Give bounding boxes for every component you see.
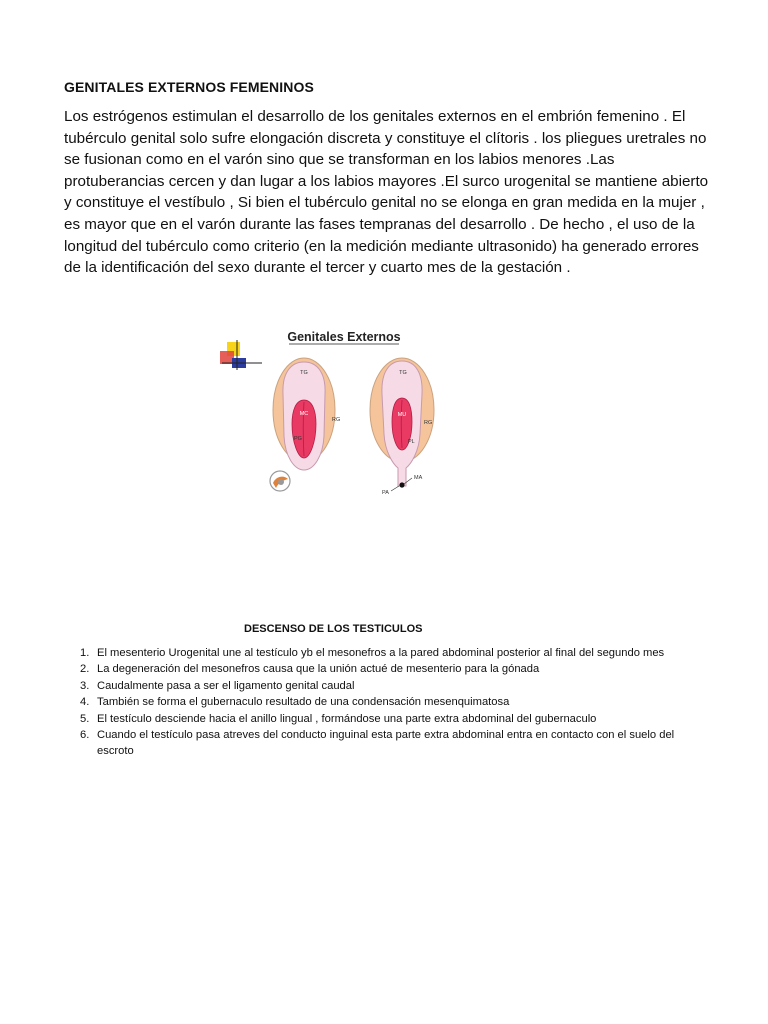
left-label-mc: MC [299,411,309,417]
slide-decoration-icon [220,340,262,370]
list-item-text: Caudalmente pasa a ser el ligamento genital caudal [97,679,355,692]
genital-diagram-figure [218,318,468,502]
right-label-tg: TG [399,370,407,376]
section-title-descenso: DESCENSO DE LOS TESTICULOS [244,623,423,635]
left-label-rg: RG [332,417,341,423]
list-item-number: 1. [80,647,90,659]
list-item-number: 6. [80,729,90,742]
right-label-ma: MA [414,475,423,481]
list-item-text: También se forma el gubernaculo resultado de una condensación mesenquimatosa [97,696,510,709]
right-label-pa: PA [382,490,389,496]
right-label-mu: MU [397,412,407,418]
descenso-list [80,645,700,760]
list-item-number: 2. [80,663,90,676]
list-item-number: 3. [80,679,90,692]
list-item-text: El mesenterio Urogenital une al testículo yb el mesonefros a la pared abdominal posterior al final del segundo mes [97,647,665,659]
left-label-tg: TG [300,370,308,376]
right-label-pl: PL [408,439,415,445]
list-item [80,645,700,661]
list-item-number: 4. [80,696,90,709]
right-label-rg: RG [424,420,433,426]
figure-title: Genitales Externos [287,330,401,344]
list-item [80,694,700,710]
list-item [80,711,700,727]
list-item [80,678,700,694]
list-item [80,727,700,760]
left-label-pg: PG [294,436,302,442]
right-genital-diagram [370,358,434,496]
list-item-number: 5. [80,712,90,725]
anal-membrane-dot [399,482,404,487]
body-paragraph: Los estrógenos estimulan el desarrollo de los genitales externos en el embrión femenino . El tubérculo genital solo sufre elongación discreta y constituye el clítoris . los pliegues uretrales no se fusionan como en el varón sino que se transforman en los labios menores .Las protuberancias cercen y dan lugar a los labios mayores .El surco urogenital se mantiene abierto y constituye el vestíbulo , Si bien el tubérculo genital no se elonga en gran medida en la mujer , es mayor que en el varón durante las fases tempranas del desarrollo . De hecho , el uso de la longitud del tubérculo como criterio (en la medición mediante ultrasonido) ha generado errores de la identificación del sexo durante el tercer y cuarto mes de la gestación . [64,108,709,277]
list-item-text: El testículo desciende hacia el anillo lingual , formándose una parte extra abdominal del gubernaculo [97,712,597,725]
list-item [80,661,700,677]
list-item-text: La degeneración del mesonefros causa que la unión actué de mesenterio para la gónada [97,663,540,676]
section-heading: GENITALES EXTERNOS FEMENINOS [64,79,314,95]
list-item-text: Cuando el testículo pasa atreves del conducto inguinal esta parte extra abdominal entra en contacto con el suelo del escroto [97,729,675,758]
left-genital-diagram [273,358,340,470]
publisher-logo [270,471,290,491]
